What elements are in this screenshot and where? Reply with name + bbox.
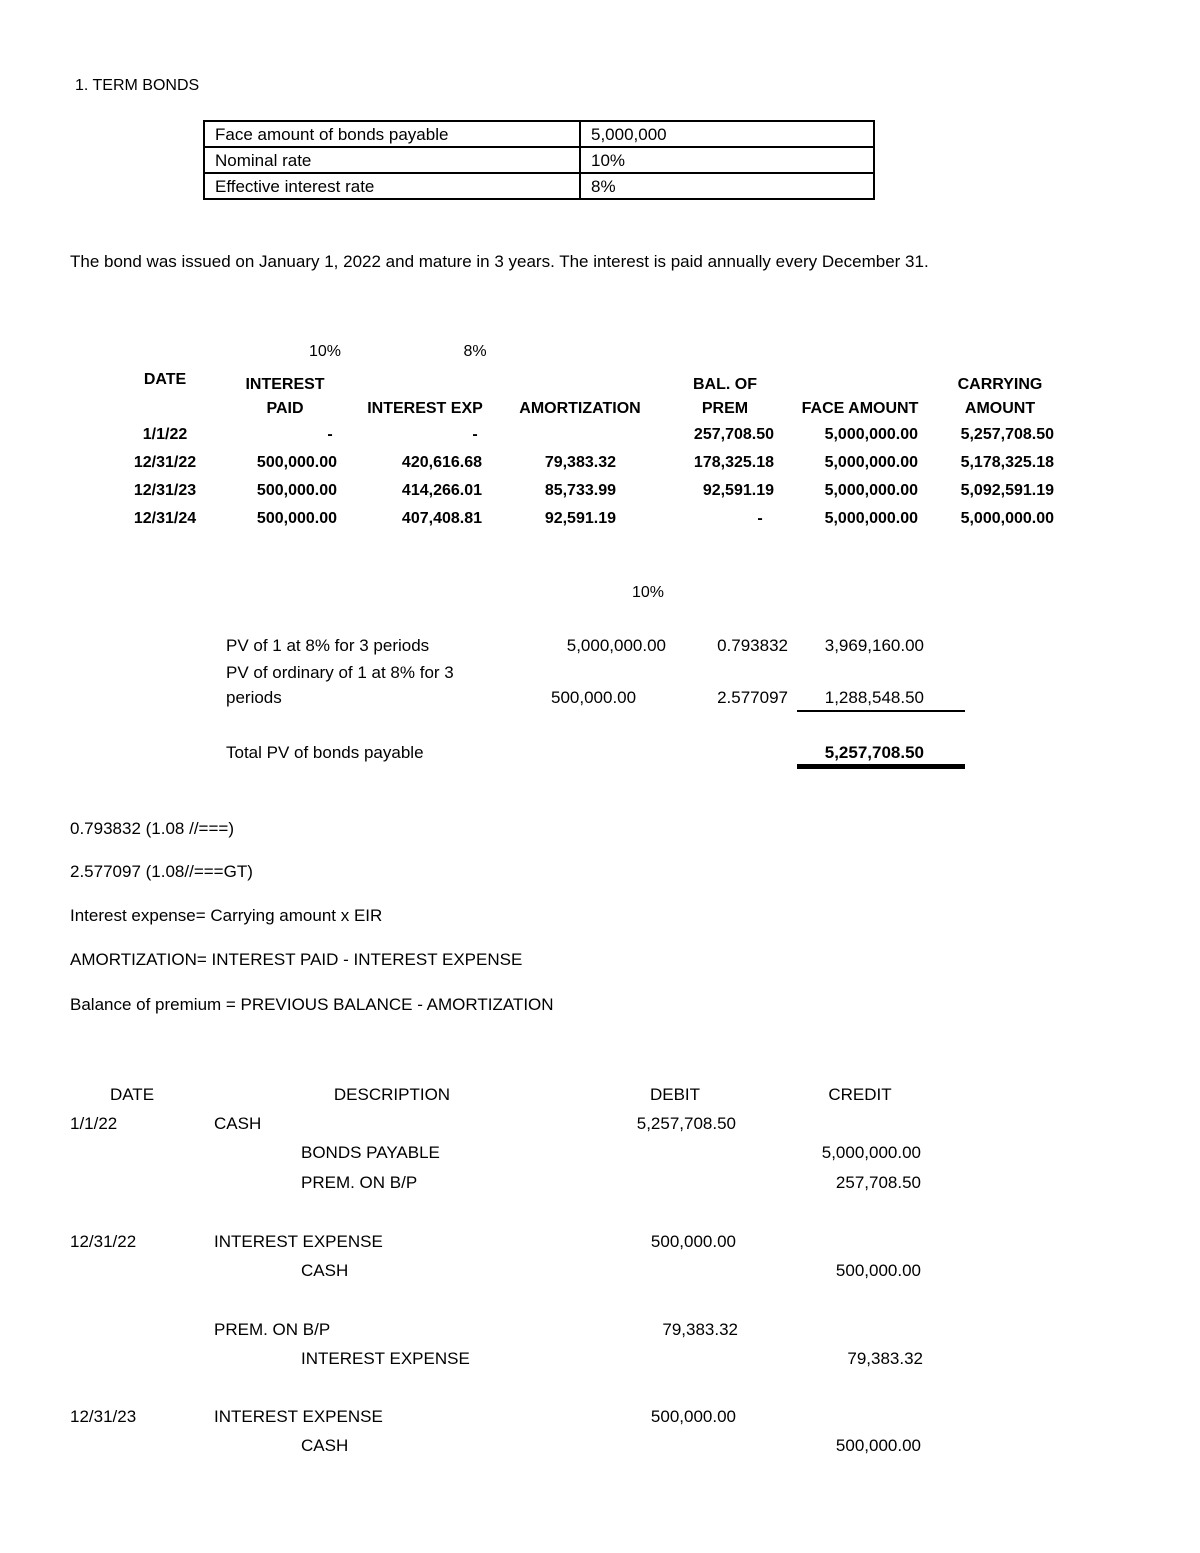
info-label: Nominal rate <box>204 147 580 173</box>
row-carrying: 5,178,325.18 <box>960 454 1054 471</box>
bond-statement: The bond was issued on January 1, 2022 and mature in 3 years. The interest is paid annually every December 31. <box>70 252 929 271</box>
row-amort: 85,733.99 <box>544 482 616 499</box>
journal-date: 12/31/23 <box>70 1407 137 1426</box>
note-balance-premium: Balance of premium = PREVIOUS BALANCE - AMORTIZATION <box>70 995 554 1014</box>
row-exp: 414,266.01 <box>401 482 482 499</box>
row-exp: - <box>472 426 478 443</box>
header-bal-prem-1: BAL. OF <box>693 376 757 393</box>
row-bal: 257,708.50 <box>693 426 774 443</box>
note-factor-2: 2.577097 (1.08//===GT) <box>70 862 253 881</box>
effective-rate-label: 8% <box>463 343 487 360</box>
row-bal: 178,325.18 <box>693 454 774 471</box>
journal-account: PREM. ON B/P <box>301 1173 418 1192</box>
journal-account: CASH <box>301 1261 349 1280</box>
journal-credit: 500,000.00 <box>835 1436 921 1455</box>
journal-credit: 79,383.32 <box>847 1349 923 1368</box>
header-bal-prem-2: PREM <box>701 400 749 417</box>
header-amortization: AMORTIZATION <box>519 400 641 417</box>
pv-total-value: 5,257,708.50 <box>824 743 924 762</box>
pv-line2-label-2: periods <box>226 688 282 707</box>
row-date: 12/31/23 <box>133 482 197 499</box>
journal-account: BONDS PAYABLE <box>301 1143 440 1162</box>
journal-account: PREM. ON B/P <box>214 1320 331 1339</box>
header-interest-paid-2: PAID <box>266 400 304 417</box>
pv-line2-factor: 2.577097 <box>717 688 788 707</box>
header-interest-exp: INTEREST EXP <box>367 400 483 417</box>
journal-debit: 5,257,708.50 <box>636 1114 736 1133</box>
row-bal: - <box>757 510 763 527</box>
pv-line1-value: 3,969,160.00 <box>824 636 924 655</box>
row-carrying: 5,092,591.19 <box>960 482 1054 499</box>
journal-header-description: DESCRIPTION <box>333 1085 451 1104</box>
row-date: 12/31/24 <box>133 510 197 527</box>
page-title: 1. TERM BONDS <box>75 77 200 94</box>
info-value: 5,000,000 <box>580 121 874 147</box>
note-factor-1: 0.793832 (1.08 //===) <box>70 819 234 838</box>
info-value: 10% <box>580 147 874 173</box>
journal-header-debit: DEBIT <box>649 1085 701 1104</box>
note-interest-expense: Interest expense= Carrying amount x EIR <box>70 906 383 925</box>
journal-date: 12/31/22 <box>70 1232 137 1251</box>
header-carrying-1: CARRYING <box>957 376 1043 393</box>
journal-date: 1/1/22 <box>70 1114 118 1133</box>
pv-line2-amount: 500,000.00 <box>551 688 637 707</box>
subtotal-underline <box>797 710 965 712</box>
header-face-amount: FACE AMOUNT <box>801 400 919 417</box>
row-paid: - <box>327 426 333 443</box>
journal-credit: 257,708.50 <box>835 1173 921 1192</box>
row-carrying: 5,000,000.00 <box>960 510 1054 527</box>
journal-account: INTEREST EXPENSE <box>214 1407 383 1426</box>
pv-line2-label-1: PV of ordinary of 1 at 8% for 3 <box>226 663 454 682</box>
row-date: 1/1/22 <box>142 426 188 443</box>
table-row <box>204 173 874 199</box>
row-bal: 92,591.19 <box>702 482 774 499</box>
row-exp: 407,408.81 <box>401 510 482 527</box>
info-label: Face amount of bonds payable <box>204 121 580 147</box>
journal-debit: 79,383.32 <box>662 1320 738 1339</box>
row-face: 5,000,000.00 <box>824 482 918 499</box>
journal-account: CASH <box>301 1436 349 1455</box>
row-date: 12/31/22 <box>133 454 197 471</box>
pv-total-label: Total PV of bonds payable <box>226 743 424 762</box>
row-carrying: 5,257,708.50 <box>960 426 1054 443</box>
total-double-underline <box>797 764 965 769</box>
bond-info-table <box>203 120 875 200</box>
note-amortization: AMORTIZATION= INTEREST PAID - INTEREST EXPENSE <box>70 950 523 969</box>
row-face: 5,000,000.00 <box>824 510 918 527</box>
journal-credit: 500,000.00 <box>835 1261 921 1280</box>
header-carrying-2: AMOUNT <box>964 400 1036 417</box>
journal-header-credit: CREDIT <box>828 1085 892 1104</box>
pv-line2-value: 1,288,548.50 <box>824 688 924 707</box>
journal-debit: 500,000.00 <box>650 1407 736 1426</box>
table-row <box>204 121 874 147</box>
nominal-rate-label: 10% <box>308 343 342 360</box>
journal-debit: 500,000.00 <box>650 1232 736 1251</box>
row-face: 5,000,000.00 <box>824 454 918 471</box>
pv-rate-label: 10% <box>631 584 665 601</box>
row-amort: 92,591.19 <box>544 510 616 527</box>
journal-credit: 5,000,000.00 <box>821 1143 921 1162</box>
row-paid: 500,000.00 <box>256 454 337 471</box>
pv-line1-label: PV of 1 at 8% for 3 periods <box>226 636 430 655</box>
header-date: DATE <box>143 371 187 388</box>
header-interest-paid-1: INTEREST <box>245 376 325 393</box>
journal-header-date: DATE <box>109 1085 155 1104</box>
row-amort: 79,383.32 <box>544 454 616 471</box>
pv-line1-factor: 0.793832 <box>717 636 788 655</box>
journal-account: CASH <box>214 1114 262 1133</box>
table-row <box>204 147 874 173</box>
pv-line1-amount: 5,000,000.00 <box>566 636 666 655</box>
row-paid: 500,000.00 <box>256 510 337 527</box>
journal-account: INTEREST EXPENSE <box>301 1349 470 1368</box>
row-exp: 420,616.68 <box>401 454 482 471</box>
row-face: 5,000,000.00 <box>824 426 918 443</box>
journal-account: INTEREST EXPENSE <box>214 1232 383 1251</box>
info-label: Effective interest rate <box>204 173 580 199</box>
row-paid: 500,000.00 <box>256 482 337 499</box>
info-value: 8% <box>580 173 874 199</box>
